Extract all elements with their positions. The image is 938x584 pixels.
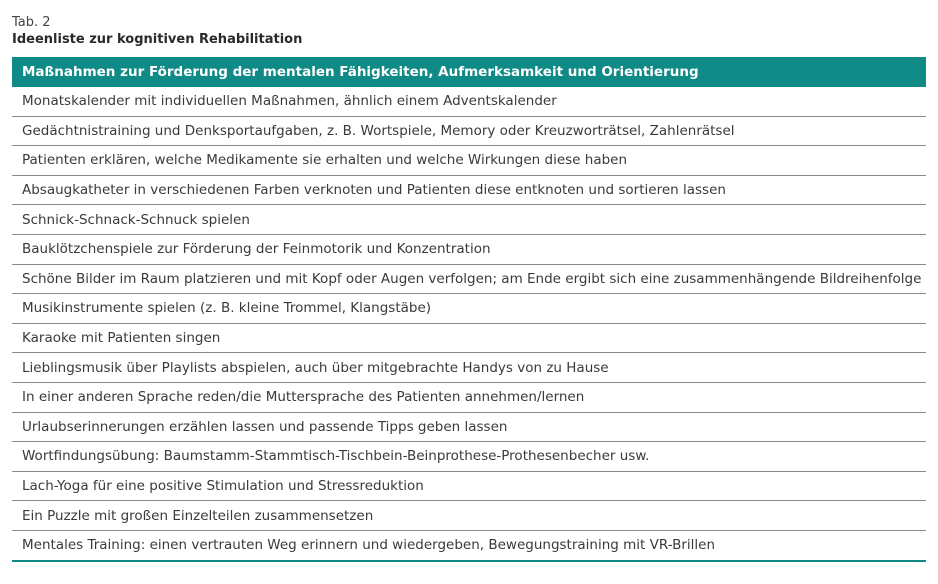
table-cell: Musikinstrumente spielen (z. B. kleine Trommel, Klangstäbe) (12, 294, 926, 324)
table-row (12, 323, 926, 353)
ideas-table (12, 57, 926, 562)
table-caption: Ideenliste zur kognitiven Rehabilitation (12, 32, 303, 47)
table-row (12, 294, 926, 324)
table-row (12, 501, 926, 531)
table-row (12, 234, 926, 264)
header-row (12, 57, 926, 87)
table-cell: Ein Puzzle mit großen Einzelteilen zusammensetzen (12, 501, 926, 531)
table-row (12, 146, 926, 176)
table-row (12, 87, 926, 117)
table-cell: Gedächtnistraining und Denksportaufgaben, z. B. Wortspiele, Memory oder Kreuzworträtsel, Zahlenrätsel (12, 116, 926, 146)
table-cell: Wortfindungsübung: Baumstamm-Stammtisch-Tischbein-Beinprothese-Prothesenbecher usw. (12, 442, 926, 472)
table-number: Tab. 2 (12, 15, 51, 30)
table-cell: Absaugkatheter in verschiedenen Farben verknoten und Patienten diese entknoten und sortieren lassen (12, 175, 926, 205)
table-row (12, 442, 926, 472)
table-cell: Lieblingsmusik über Playlists abspielen, auch über mitgebrachte Handys von zu Hause (12, 353, 926, 383)
table-row (12, 353, 926, 383)
table-body (12, 87, 926, 561)
table-row (12, 382, 926, 412)
table-row (12, 175, 926, 205)
header-cell: Maßnahmen zur Förderung der mentalen Fähigkeiten, Aufmerksamkeit und Orientierung (12, 57, 926, 87)
table-row (12, 116, 926, 146)
table-row (12, 264, 926, 294)
table-cell: Monatskalender mit individuellen Maßnahmen, ähnlich einem Adventskalender (12, 87, 926, 117)
table-row (12, 471, 926, 501)
table-cell: Lach-Yoga für eine positive Stimulation und Stressreduktion (12, 471, 926, 501)
table-cell: Patienten erklären, welche Medikamente sie erhalten und welche Wirkungen diese haben (12, 146, 926, 176)
table-cell: Bauklötzchenspiele zur Förderung der Feinmotorik und Konzentration (12, 234, 926, 264)
table-row (12, 530, 926, 560)
table-cell: Schnick-Schnack-Schnuck spielen (12, 205, 926, 235)
table-cell: Karaoke mit Patienten singen (12, 323, 926, 353)
table-row (12, 205, 926, 235)
table-header (12, 57, 926, 87)
table-cell: Urlaubserinnerungen erzählen lassen und passende Tipps geben lassen (12, 412, 926, 442)
table-row (12, 412, 926, 442)
table-cell: In einer anderen Sprache reden/die Muttersprache des Patienten annehmen/lernen (12, 382, 926, 412)
table-cell: Schöne Bilder im Raum platzieren und mit Kopf oder Augen verfolgen; am Ende ergibt sich eine zusammenhängende Bildreihenfolge (12, 264, 926, 294)
table-cell: Mentales Training: einen vertrauten Weg erinnern und wiedergeben, Bewegungstraining mit VR-Brillen (12, 530, 926, 560)
